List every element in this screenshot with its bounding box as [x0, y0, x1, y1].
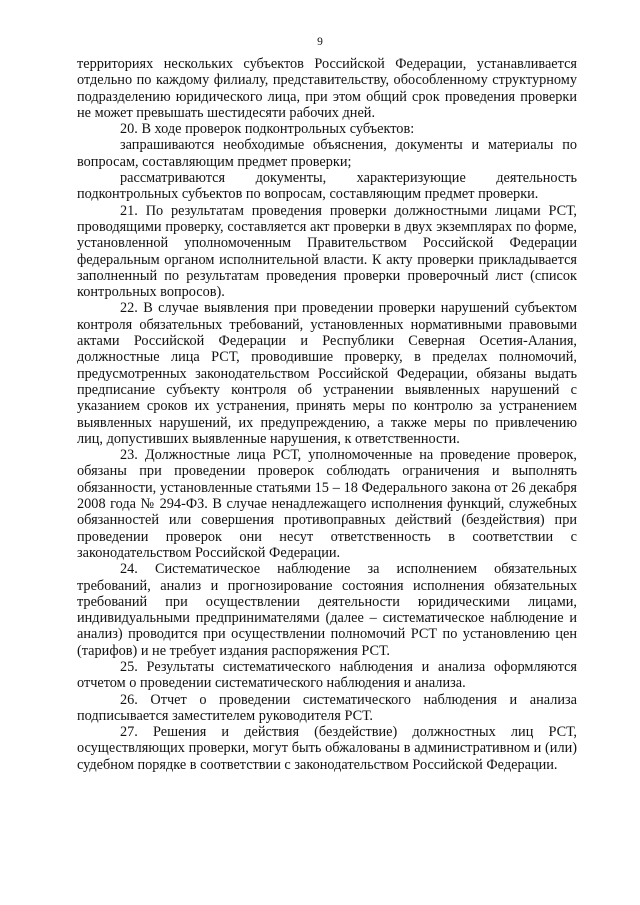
document-body — [77, 56, 577, 773]
paragraph-21: 21. По результатам проведения проверки должностными лицами РСТ, проводящими проверку, составляется акт проверки в двух экземплярах по форме, установленной уполномоченным Правительством Российской Федерации федеральным органом исполнительной власти. К акту проверки прикладывается заполненный по результатам проведения проверки проверочный лист (список контрольных вопросов). — [77, 202, 577, 301]
paragraph-24: 24. Систематическое наблюдение за исполнением обязательных требований, анализ и прогнозирование состояния исполнения обязательных требований при осуществлении деятельности юридическими лицами, индивидуальными предпринимателями (далее – систематическое наблюдение и анализ) проводится при осуществлении полномочий РСТ по установлению цен (тарифов) и не требует издания распоряжения РСТ. — [77, 561, 577, 659]
paragraph-20-item-1: запрашиваются необходимые объяснения, документы и материалы по вопросам, составляющим предмет проверки; — [77, 137, 577, 170]
paragraph-22: 22. В случае выявления при проведении проверки нарушений субъектом контроля обязательных требований, установленных нормативными правовыми актами Российской Федерации и Республики Северная Осетия-Алания, должностные лица РСТ, проводившие проверку, в пределах полномочий, предусмотренных законодательством Российской Федерации, обязаны выдать предписание субъекту контроля об устранении выявленных нарушений с указанием сроков их устранения, принять меры по контролю за устранением выявленных нарушений, их предупреждению, а также меры по привлечению лиц, допустивших выявленные нарушения, к ответственности. — [77, 300, 577, 447]
paragraph-26: 26. Отчет о проведении систематического наблюдения и анализа подписывается заместителем руководителя РСТ. — [77, 691, 577, 724]
page-number: 9 — [317, 36, 323, 48]
paragraph-25: 25. Результаты систематического наблюдения и анализа оформляются отчетом о проведении систематического наблюдения и анализа. — [77, 658, 577, 692]
paragraph-continuation: территориях нескольких субъектов Российской Федерации, устанавливается отдельно по каждому филиалу, представительству, обособленному структурному подразделению юридического лица, при этом общий срок проведения проверки не может превышать шестидесяти рабочих дней. — [77, 56, 577, 121]
paragraph-27: 27. Решения и действия (бездействие) должностных лиц РСТ, осуществляющих проверки, могут быть обжалованы в административном и (или) судебном порядке в соответствии с законодательством Российской Федерации. — [77, 724, 577, 773]
paragraph-20-item-2: рассматриваются документы, характеризующие деятельность подконтрольных субъектов по вопросам, составляющим предмет проверки. — [77, 170, 577, 203]
paragraph-23: 23. Должностные лица РСТ, уполномоченные на проведение проверок, обязаны при проведении проверок соблюдать ограничения и выполнять обязанности, установленные статьями 15 – 18 Федерального закона от 26 декабря 2008 года № 294-ФЗ. В случае ненадлежащего исполнения функций, служебных обязанностей или совершения противоправных действий (бездействия) при проведении проверок они несут ответственность в соответствии с законодательством Российской Федерации. — [77, 447, 577, 561]
paragraph-20: 20. В ходе проверок подконтрольных субъектов: — [120, 121, 415, 138]
